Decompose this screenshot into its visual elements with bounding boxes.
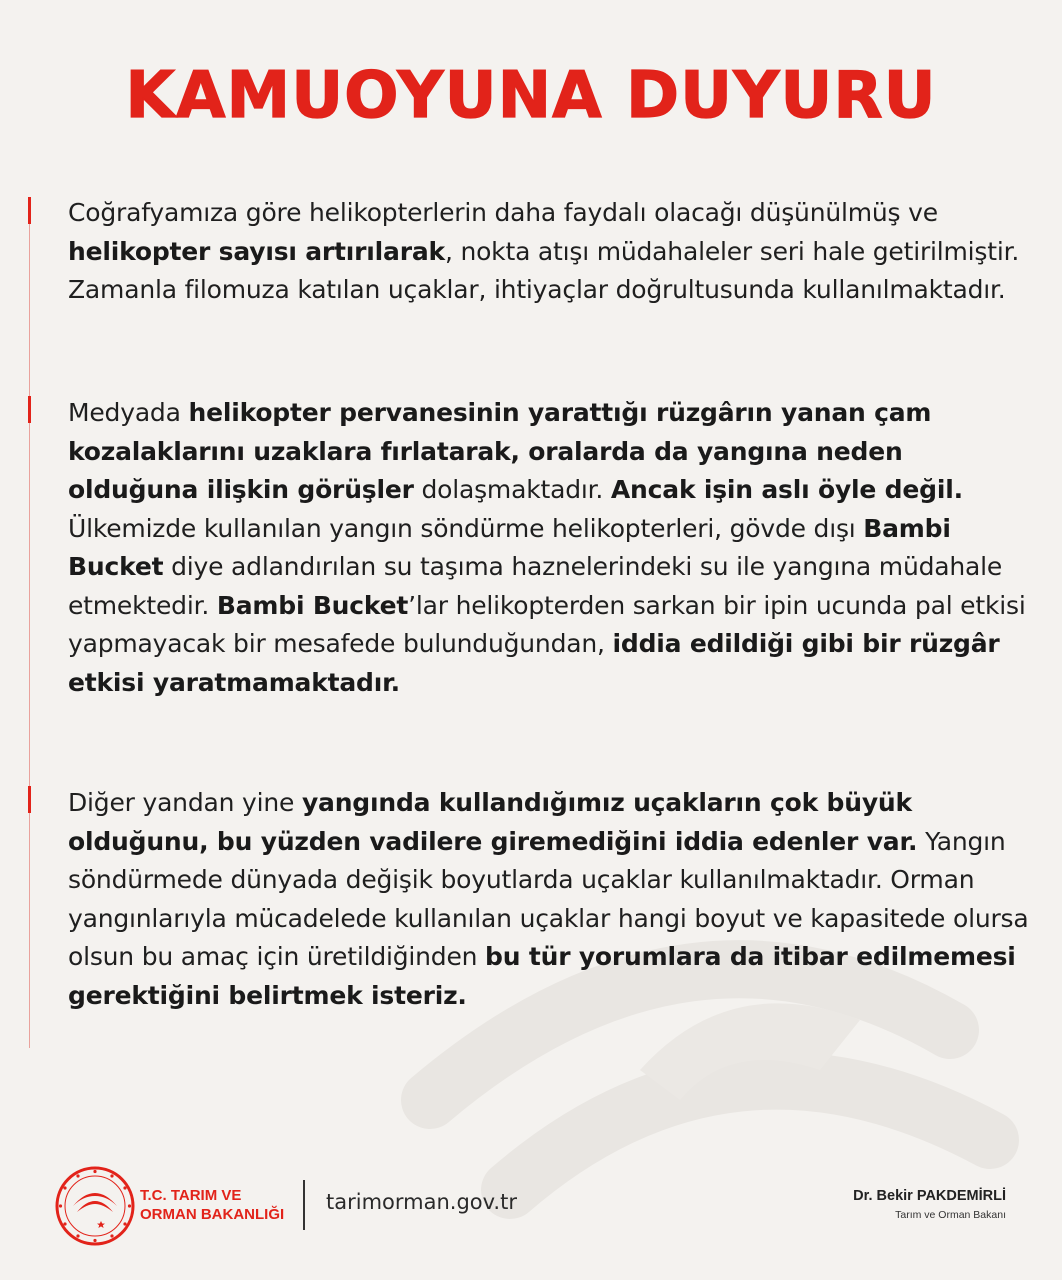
ministry-name-line2: ORMAN BAKANLIĞI	[140, 1206, 285, 1223]
footer-divider	[303, 1180, 305, 1230]
paragraph-emphasis: Bambi Bucket	[216, 590, 409, 620]
section-marker-2	[28, 396, 31, 423]
paragraph-emphasis: Bambi Bucket	[68, 513, 951, 581]
ministry-name	[140, 1186, 284, 1224]
paragraph-emphasis: Ancak işin aslı öyle değil.	[610, 475, 963, 504]
paragraph-emphasis: iddia edildiği gibi bir rüzgâr etkisi yaratmamaktadır.	[68, 629, 1000, 697]
paragraph-text: Ülkemizde kullanılan yangın söndürme helikopterleri, gövde dışı	[68, 513, 864, 543]
paragraph-text: Coğrafyamıza göre helikopterlerin daha faydalı olacağı düşünülmüş ve	[68, 198, 938, 227]
paragraph-emphasis: helikopter sayısı artırılarak	[68, 236, 445, 266]
ministry-name-line1: T.C. TARIM VE	[140, 1187, 242, 1204]
paragraph-text: dolaşmaktadır.	[413, 475, 611, 504]
paragraph-emphasis: bu tür yorumlara da itibar edilmemesi gerektiğini belirtmek isteriz.	[68, 942, 1016, 1010]
website-link[interactable]: tarimorman.gov.tr	[326, 1190, 517, 1214]
paragraph-helicopters	[68, 194, 1038, 310]
section-marker-3	[28, 786, 31, 813]
section-marker-1	[28, 197, 31, 224]
minister-signature	[853, 1188, 1006, 1221]
section-line-2	[29, 423, 30, 786]
ministry-seal-icon	[55, 1166, 135, 1246]
paragraph-text: , nokta atışı müdahaleler seri hale getirilmiştir. Zamanla filomuza katılan uçaklar, ihtiyaçlar doğrultusunda kullanılmaktadır.	[68, 236, 1020, 304]
paragraph-aircraft	[68, 784, 1038, 1015]
paragraph-text: Yangın söndürmede dünyada değişik boyutlarda uçaklar kullanılmaktadır. Orman yangınlarıyla mücadelede kullanılan uçaklar hangi boyut ve kapasitede olursa olsun bu amaç için üretildiğinden	[68, 826, 1029, 971]
section-line-1	[29, 224, 30, 396]
paragraph-text: Medyada	[68, 398, 189, 427]
paragraph-text: ’lar helikopterden sarkan bir ipin ucunda pal etkisi yapmayacak bir mesafede bulunduğundan,	[68, 590, 1026, 658]
paragraph-emphasis: helikopter pervanesinin yarattığı rüzgârın yanan çam kozalaklarını uzaklara fırlatarak, oralarda da yangına neden olduğuna ilişkin görüşler	[68, 398, 932, 504]
footer	[0, 1160, 1062, 1260]
minister-title: Tarım ve Orman Bakanı	[895, 1209, 1006, 1221]
paragraph-emphasis: yangında kullandığımız uçakların çok büyük olduğunu, bu yüzden vadilere giremediğini iddia edenler var.	[68, 788, 918, 856]
minister-name: Dr. Bekir PAKDEMİRLİ	[853, 1188, 1006, 1204]
paragraph-text: diye adlandırılan su taşıma haznelerindeki su ile yangına müdahale etmektedir.	[68, 552, 1003, 620]
paragraph-bambi-bucket	[68, 394, 1038, 702]
section-line-3	[29, 813, 30, 1048]
paragraph-text: Diğer yandan yine	[68, 788, 302, 817]
page-title: KAMUOYUNA DUYURU	[125, 59, 937, 133]
